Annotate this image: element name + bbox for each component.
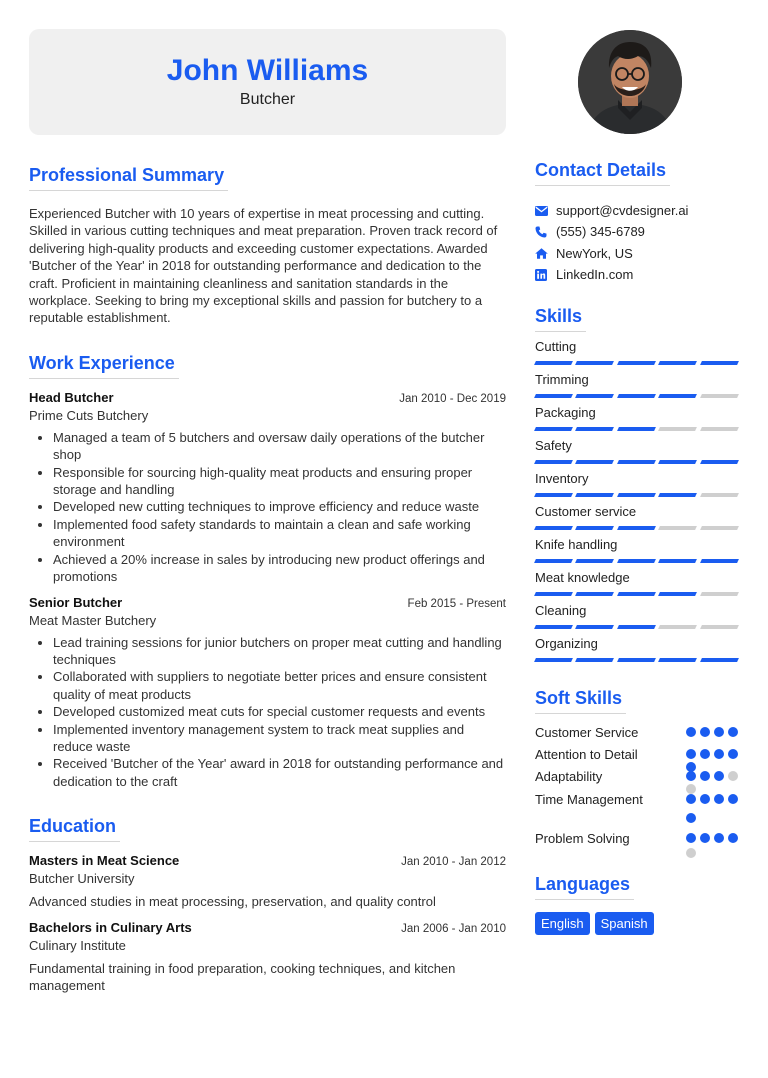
contact-linkedin[interactable]	[535, 264, 738, 285]
skill-bar-segment	[575, 559, 614, 563]
skill-bar-segment	[700, 658, 739, 662]
skill-bar-segment	[534, 592, 573, 596]
soft-skill-name: Customer Service	[535, 724, 639, 740]
skill-bar-segment	[534, 658, 573, 662]
skills-heading: Skills	[535, 304, 586, 332]
skill-item	[535, 404, 738, 431]
skill-item	[535, 437, 738, 464]
summary-text: Experienced Butcher with 10 years of expertise in meat processing and cutting. Skilled in various cutting techniques and meat preparation. Proven track record of delivering high-quality products and exceeding customer expectations. Awarded 'Butcher of the Year' in 2018 for outstanding performance and dedication to the craft. Proficient in maintaining cleanliness and sanitation standards in the workplace. Seeking to bring my exceptional skills and passion for butchery to a reputable establishment.	[29, 206, 498, 326]
soft-skill-item	[535, 746, 738, 768]
skill-bar-segment	[575, 592, 614, 596]
soft-skill-dots	[686, 768, 738, 791]
job-entry	[29, 594, 506, 791]
skill-bar	[535, 493, 738, 497]
skill-item	[535, 536, 738, 563]
job-company: Prime Cuts Butchery	[29, 407, 149, 423]
soft-skill-dot	[686, 848, 696, 858]
skill-bar-segment	[575, 625, 614, 629]
job-bullets	[29, 634, 506, 791]
skill-bar-segment	[575, 493, 614, 497]
skill-bar-segment	[658, 361, 697, 365]
soft-skill-name: Time Management	[535, 791, 643, 807]
job-company: Meat Master Butchery	[29, 612, 157, 628]
skill-bar-segment	[658, 526, 697, 530]
skill-item	[535, 635, 738, 662]
soft-skill-dot	[686, 833, 696, 843]
skill-bar-segment	[700, 427, 739, 431]
soft-skill-dots	[686, 830, 738, 860]
header	[29, 29, 506, 135]
skill-bar-segment	[575, 526, 614, 530]
education-school: Butcher University	[29, 871, 135, 887]
education-date: Jan 2006 - Jan 2010	[401, 922, 506, 935]
soft-skill-dot	[728, 794, 738, 804]
job-bullet: • Responsible for sourcing high-quality meat products and ensuring proper storage and handling	[53, 464, 506, 499]
skills-list	[535, 338, 738, 662]
skill-item	[535, 602, 738, 629]
skill-bar	[535, 625, 738, 629]
skill-bar-segment	[617, 658, 656, 662]
soft-skill-dot	[714, 794, 724, 804]
education-date: Jan 2010 - Jan 2012	[401, 856, 506, 869]
languages-list	[535, 912, 738, 935]
skill-bar-segment	[534, 427, 573, 431]
skill-bar-segment	[617, 592, 656, 596]
skill-bar-segment	[617, 361, 656, 365]
contact-email[interactable]	[535, 200, 738, 221]
skill-bar-segment	[617, 493, 656, 497]
skill-bar-segment	[658, 394, 697, 398]
soft-skill-dot	[686, 727, 696, 737]
skill-bar	[535, 460, 738, 464]
contact-linkedin-text: LinkedIn.com	[556, 267, 634, 283]
job-bullet: • Managed a team of 5 butchers and oversaw daily operations of the butcher shop	[53, 429, 506, 464]
contact-location-text: NewYork, US	[556, 245, 633, 261]
language-badge: Spanish	[595, 912, 654, 935]
contact-list	[535, 200, 738, 286]
skill-bar-segment	[617, 625, 656, 629]
job-bullet: • Developed new cutting techniques to improve efficiency and reduce waste	[53, 498, 506, 515]
contact-heading: Contact Details	[535, 158, 670, 186]
skill-bar-segment	[575, 394, 614, 398]
skill-bar	[535, 394, 738, 398]
soft-skill-item	[535, 791, 738, 830]
summary-heading: Professional Summary	[29, 163, 228, 191]
job-title: Senior Butcher	[29, 594, 123, 610]
skill-bar-segment	[700, 493, 739, 497]
soft-skills-heading: Soft Skills	[535, 686, 626, 714]
skill-name: Meat knowledge	[535, 569, 630, 585]
avatar-illustration	[578, 30, 682, 134]
language-badge: English	[535, 912, 590, 935]
soft-skill-dots	[686, 746, 738, 768]
candidate-title: Butcher	[239, 91, 296, 108]
soft-skill-name: Adaptability	[535, 768, 603, 784]
soft-skill-item	[535, 830, 738, 860]
contact-phone[interactable]	[535, 221, 738, 242]
candidate-name: John Williams	[166, 54, 369, 87]
soft-skill-dot	[700, 749, 710, 759]
contact-email-text: support@cvdesigner.ai	[556, 203, 689, 218]
job-date: Jan 2010 - Dec 2019	[399, 392, 506, 405]
soft-skill-dot	[700, 794, 710, 804]
education-degree: Bachelors in Culinary Arts	[29, 919, 192, 935]
skill-bar-segment	[575, 427, 614, 431]
skill-bar-segment	[658, 625, 697, 629]
soft-skill-dot	[686, 794, 696, 804]
soft-skill-dot	[714, 749, 724, 759]
skill-bar-segment	[700, 460, 739, 464]
soft-skill-dot	[714, 833, 724, 843]
education-description: Advanced studies in meat processing, preservation, and quality control	[29, 894, 436, 910]
job-title: Head Butcher	[29, 389, 114, 405]
education-school: Culinary Institute	[29, 937, 126, 953]
home-icon	[535, 248, 556, 259]
soft-skill-name: Problem Solving	[535, 830, 630, 846]
soft-skill-dot	[700, 771, 710, 781]
education-entry	[29, 852, 506, 910]
education-description: Fundamental training in food preparation, cooking techniques, and kitchen management	[29, 960, 456, 993]
soft-skill-dot	[728, 771, 738, 781]
soft-skill-item	[535, 768, 738, 791]
soft-skill-dot	[728, 727, 738, 737]
skill-name: Packaging	[535, 404, 596, 420]
skill-bar-segment	[617, 427, 656, 431]
skill-bar-segment	[534, 394, 573, 398]
skill-bar	[535, 592, 738, 596]
job-bullet: • Lead training sessions for junior butchers on proper meat cutting and handling techniques	[53, 634, 506, 669]
skill-name: Customer service	[535, 503, 637, 519]
soft-skills-list	[535, 724, 738, 860]
phone-icon	[535, 226, 556, 238]
soft-skill-dot	[714, 727, 724, 737]
skill-bar-segment	[534, 625, 573, 629]
skill-bar-segment	[658, 658, 697, 662]
job-date: Feb 2015 - Present	[407, 597, 506, 610]
skill-bar	[535, 427, 738, 431]
main-column	[29, 163, 506, 994]
job-bullet: • Implemented food safety standards to maintain a clean and safe working environment	[53, 516, 506, 551]
skill-name: Inventory	[535, 470, 589, 486]
experience-heading: Work Experience	[29, 351, 179, 379]
soft-skill-name: Attention to Detail	[535, 746, 638, 762]
skill-bar	[535, 658, 738, 662]
skill-bar-segment	[534, 493, 573, 497]
contact-phone-text: (555) 345-6789	[556, 224, 645, 240]
job-bullet: • Achieved a 20% increase in sales by introducing new product offerings and promotions	[53, 551, 506, 586]
education-heading: Education	[29, 814, 120, 842]
skill-name: Organizing	[535, 635, 598, 651]
skill-name: Cleaning	[535, 602, 587, 618]
skill-bar-segment	[700, 361, 739, 365]
contact-location	[535, 243, 738, 264]
skill-bar-segment	[658, 493, 697, 497]
skill-bar-segment	[658, 592, 697, 596]
skill-bar-segment	[658, 460, 697, 464]
education-degree: Masters in Meat Science	[29, 853, 180, 869]
soft-skill-dot	[686, 771, 696, 781]
skill-bar	[535, 361, 738, 365]
skill-bar-segment	[700, 526, 739, 530]
skill-item	[535, 470, 738, 497]
skill-bar-segment	[700, 394, 739, 398]
skill-bar-segment	[534, 361, 573, 365]
skill-bar-segment	[617, 526, 656, 530]
job-bullet: • Developed customized meat cuts for special customer requests and events	[53, 703, 506, 720]
skill-bar-segment	[617, 460, 656, 464]
soft-skill-dots	[686, 724, 738, 746]
skill-bar-segment	[658, 559, 697, 563]
skill-bar-segment	[534, 526, 573, 530]
soft-skill-dot	[714, 771, 724, 781]
linkedin-icon	[535, 269, 556, 281]
job-bullet: • Collaborated with suppliers to negotiate better prices and ensure consistent quality of meat products	[53, 668, 506, 703]
soft-skill-dots	[686, 791, 738, 830]
skill-name: Cutting	[535, 338, 577, 354]
skill-item	[535, 569, 738, 596]
skill-bar-segment	[534, 460, 573, 464]
education-entry	[29, 919, 506, 995]
skill-bar-segment	[617, 394, 656, 398]
job-bullet: • Implemented inventory management system to track meat supplies and reduce waste	[53, 721, 506, 756]
soft-skill-dot	[700, 833, 710, 843]
skill-bar	[535, 526, 738, 530]
profile-photo	[578, 30, 682, 134]
skill-item	[535, 503, 738, 530]
skill-bar-segment	[617, 559, 656, 563]
languages-heading: Languages	[535, 872, 634, 900]
skill-bar	[535, 559, 738, 563]
envelope-icon	[535, 206, 556, 216]
skill-name: Safety	[535, 437, 572, 453]
skill-name: Knife handling	[535, 536, 618, 552]
soft-skill-dot	[686, 749, 696, 759]
skill-bar-segment	[534, 559, 573, 563]
soft-skill-dot	[728, 833, 738, 843]
skill-bar-segment	[700, 625, 739, 629]
soft-skill-dot	[686, 813, 696, 823]
skill-bar-segment	[575, 658, 614, 662]
skill-bar-segment	[700, 592, 739, 596]
soft-skill-dot	[728, 749, 738, 759]
skill-bar-segment	[575, 460, 614, 464]
skill-item	[535, 338, 738, 365]
skill-item	[535, 371, 738, 398]
soft-skill-item	[535, 724, 738, 746]
skill-bar-segment	[658, 427, 697, 431]
soft-skill-dot	[700, 727, 710, 737]
job-bullets	[29, 429, 506, 586]
job-bullet: • Received 'Butcher of the Year' award in 2018 for outstanding performance and dedication to the craft	[53, 755, 506, 790]
skill-bar-segment	[575, 361, 614, 365]
job-entry	[29, 389, 506, 586]
skill-bar-segment	[700, 559, 739, 563]
skill-name: Trimming	[535, 371, 589, 387]
sidebar-column	[535, 158, 738, 935]
